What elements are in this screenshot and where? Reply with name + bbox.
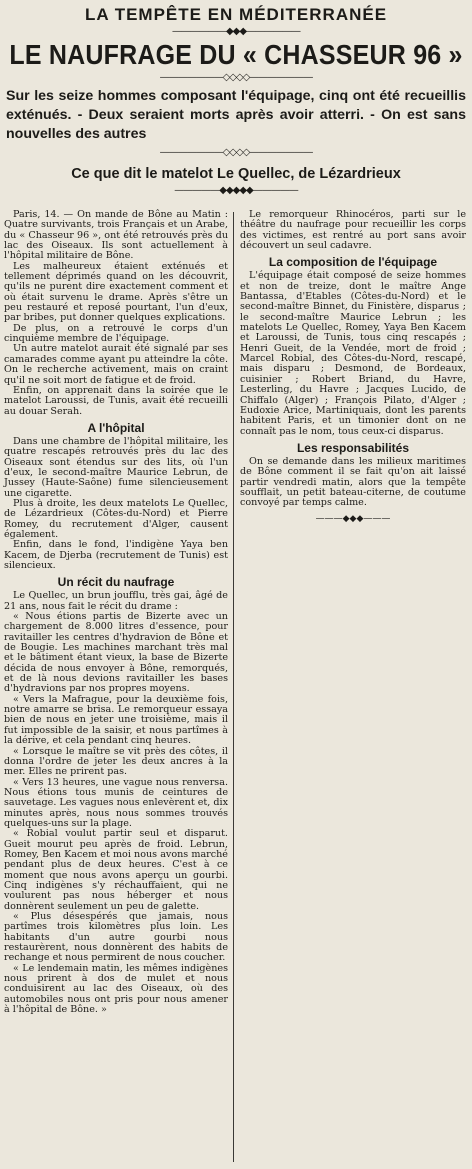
paragraph: Enfin, dans le fond, l'indigène Yaya ben Kacem, de Djerba (recrutement de Tunis) est silencieux. (4, 539, 228, 571)
paragraph: Le Quellec, un brun joufflu, très gai, âgé de 21 ans, nous fait le récit du drame : (4, 590, 228, 612)
column-rule (233, 212, 234, 1162)
paragraph: « Vers 13 heures, une vague nous renversa. Nous étions tous munis de ceintures de sauvetage. Les vagues nous enlevèrent et, dix minutes après, nous nous sommes trouvés quelques-uns sur la plage. (4, 776, 228, 829)
paragraph: « Vers la Mafrague, pour la deuxième fois, notre amarre se brisa. Le remorqueur essaya bien de nous en jeter une troisième, mais il fut impossible de la saisir, et nous partîmes à la dérive, et cela pendant cinq heures. (4, 693, 228, 747)
left-column (4, 210, 228, 1015)
paragraph: Dans une chambre de l'hôpital militaire, les quatre rescapés retrouvés près du lac des Oiseaux sont étendus sur des lits, où l'un d'eux, le second-maître Maurice Lebrun, de Jussey (Haute-Saône) fume silencieusement une cigarette. (4, 435, 228, 499)
paragraph: De plus, on a retrouvé le corps d'un cinquième membre de l'équipage. (4, 322, 228, 345)
paragraph: Paris, 14. — On mande de Bône au Matin : Quatre survivants, trois Français et un Arabe, du « Chasseur 96 », ont été retrouvés près du lac des Oiseaux. Ils sont actuellement à l'hôpital militaire de Bône. (4, 209, 228, 262)
paragraph: « Lorsque le maître se vit près des côtes, il donna l'ordre de jeter les deux ancres à la mer. Elles ne prirent pas. (4, 745, 228, 778)
right-column (240, 210, 466, 525)
paragraph: Un autre matelot aurait été signalé par ses camarades comme ayant pu atteindre la côte. On le recherche activement, mais on craint qu'il ne soit mort de fatigue et de froid. (4, 343, 228, 386)
article-subhead: Ce que dit le matelot Le Quellec, de Lézardrieux (71, 166, 401, 182)
ornament-end: ———◆◆◆——— (315, 513, 391, 524)
paragraph: Les malheureux étaient exténués et tellement déprimés quand on les découvrit, qu'ils ne purent dire exactement comment et où était survenu le drame. Après s'être un peu restauré et reposé pourtant, l'un d'eux, par bribes, put donner quelques explications. (4, 260, 228, 324)
ornament-divider-deck: ———————◇◇◇◇——————— (159, 147, 313, 158)
paragraph: « Plus désespérés que jamais, nous partîmes trois kilomètres plus loin. Les habitants d'un autre gourbi nous restaurèrent, nous donnèrent des habits de rechange et nous permirent de nous coucher. (4, 911, 228, 964)
section-heading-hopital: A l'hôpital (87, 420, 145, 435)
ornament-divider-top: ——————◆◆◆—————— (171, 26, 301, 37)
article-headline: LE NAUFRAGE DU « CHASSEUR 96 » (9, 39, 463, 71)
ornament-divider-headline: ———————◇◇◇◇——————— (159, 72, 313, 83)
paragraph: « Robial voulut partir seul et disparut. Gueit mourut peu après de froid. Lebrun, Romey, Ben Kacem et moi nous avons marché pendant plus de deux heures. C'est à ce moment que nous avons aperçu un gourbi. Cinq indigènes s'y réchauffaient, qui ne voulurent pas nous héberger et nous donnèrent seulement un peu de galette. (4, 828, 228, 912)
paragraph: « Nous étions partis de Bizerte avec un chargement de 8.000 litres d'essence, pour ravitailler les centres d'hydravion de Bône et de Bougie. Les machines marchant très mal et le bâtiment étant vieux, la base de Bizerte décida de nous envoyer à Bône, remorqués, et de là nous devions ravitailler les bases d'hydravions par nos propres moyens. (4, 611, 228, 695)
section-heading-composition: La composition de l'équipage (268, 255, 438, 270)
article-columns (0, 210, 472, 1169)
section-heading-responsabilites: Les responsabilités (296, 440, 410, 455)
section-heading-recit: Un récit du naufrage (57, 575, 175, 590)
paragraph: Plus à droite, les deux matelots Le Quellec, de Lézardrieux (Côtes-du-Nord) et Pierre Romey, du recrutement d'Alger, causent également. (4, 497, 228, 540)
ornament-divider-subhead: —————◆◆◆◆◆————— (174, 185, 298, 196)
paragraph: L'équipage était composé de seize hommes et non de treize, dont le maître Ange Bantassa, d'Etables (Côtes-du-Nord) et le second-maître Binnet, du Finistère, disparus ; le second-maître Maurice Lebrun ; les matelots Le Quellec, Romey, Yaya Ben Kacem et Laroussi, de Tunis, tous cinq rescapés ; Henri Gueit, de la Vendée, mort de froid ; Marcel Robial, des Côtes-du-Nord, rescapé, mais disparu ; Desmond, de Bordeaux, cuisinier ; Robert Briand, du Havre, Lesterling, du Havre ; Jacques Lucido, de Chiffalo (Alger) ; François Pilato, d'Alger ; Eudoxie Arice, Martiniquais, dont les parents habitent Paris, et un timonier dont on ne connaît pas le nom, tous ceux-ci disparus. (240, 270, 466, 437)
paragraph: Enfin, on apprenait dans la soirée que le matelot Laroussi, de Tunis, avait été recueilli au douar Serah. (4, 384, 228, 417)
article-deck: Sur les seize hommes composant l'équipage, cinq ont été recueillis exténués. - Deux seraient morts après avoir atterri. - On est sans nouvelles des autres (6, 88, 466, 142)
section-kicker: LA TEMPÊTE EN MÉDITERRANÉE (84, 5, 388, 24)
paragraph: Le remorqueur Rhinocéros, parti sur le théâtre du naufrage pour recueillir les corps des victimes, est rentré au port sans avoir découvert un seul cadavre. (240, 209, 466, 252)
paragraph: « Le lendemain matin, les mêmes indigènes nous prirent à dos de mulet et nous conduisirent au lac des Oiseaux, où des automobiles nous ont pris pour nous amener à l'hôpital de Bône. » (4, 962, 228, 1016)
paragraph: On se demande dans les milieux maritimes de Bône comment il se fait qu'on ait laissé partir vendredi matin, alors que la tempête soufflait, un petit bateau-citerne, de coutume convoyé par temps calme. (240, 455, 466, 509)
